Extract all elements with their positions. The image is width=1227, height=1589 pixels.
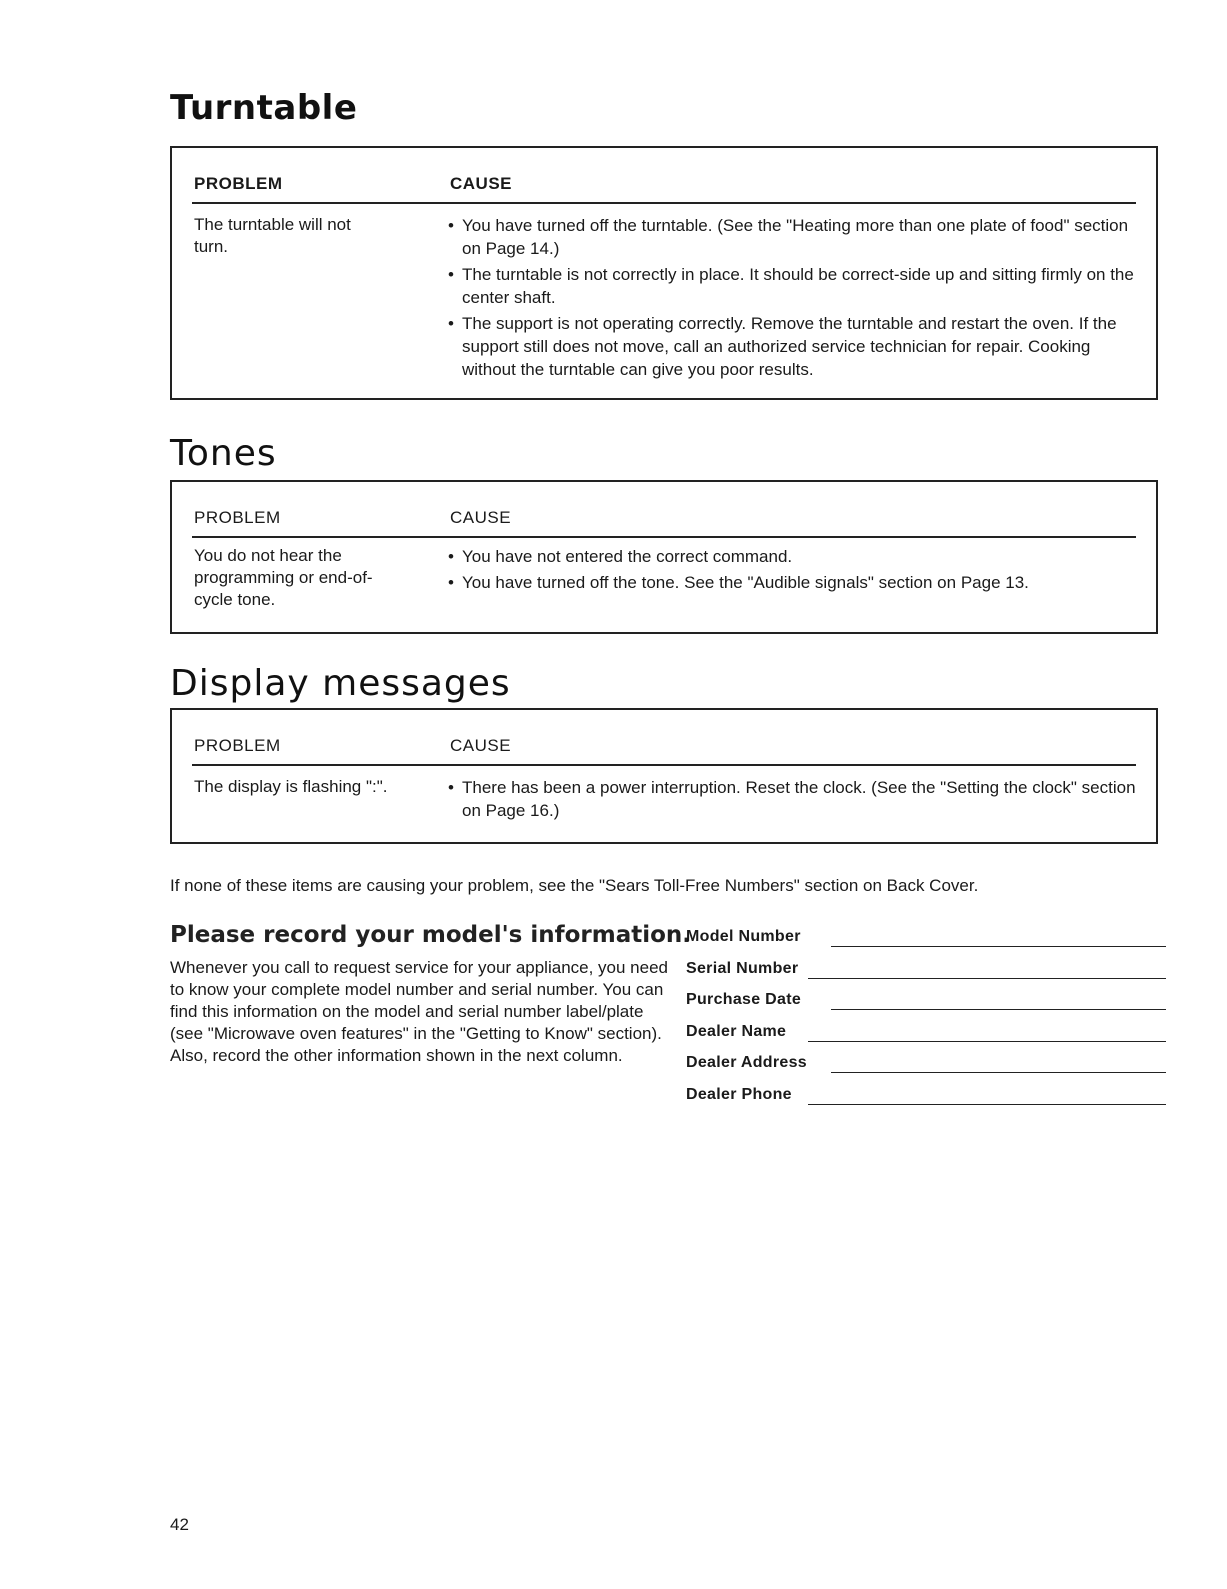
table-header	[192, 148, 1136, 204]
cause-item: • The support is not operating correctly. Remove the turntable and restart the oven. If the support still does not move, call an authorized service technician for repair. Cooking without the turntable can give you poor results.	[448, 314, 1117, 379]
bullet-icon: •	[448, 573, 454, 592]
cause-header: CAUSE	[450, 736, 512, 755]
cause-item: • You have turned off the turntable. (See the "Heating more than one plate of food" section on Page 14.)	[448, 216, 1129, 258]
cause-list	[448, 545, 1136, 597]
table-header	[192, 710, 1136, 766]
record-fields	[686, 928, 1166, 1118]
cause-item: • You have not entered the correct command.	[448, 547, 793, 566]
bullet-icon: •	[448, 216, 454, 235]
purchase-date-line[interactable]	[831, 1009, 1166, 1010]
bullet-icon: •	[448, 547, 454, 566]
field-dealer-address	[686, 1054, 1166, 1086]
field-purchase-date	[686, 991, 1166, 1023]
cause-item: • The turntable is not correctly in place. It should be correct-side up and sitting firmly on the center shaft.	[448, 265, 1134, 307]
section-title-display-messages: Display messages	[170, 663, 511, 704]
cause-item: • There has been a power interruption. Reset the clock. (See the "Setting the clock" section on Page 16.)	[448, 778, 1136, 820]
problem-text: You do not hear the programming or end-of-cycle tone.	[194, 546, 373, 609]
dealer-name-line[interactable]	[808, 1041, 1166, 1042]
footer-note: If none of these items are causing your problem, see the "Sears Toll-Free Numbers" section on Back Cover.	[170, 876, 979, 895]
cause-header: CAUSE	[450, 508, 512, 527]
cause-list	[448, 214, 1136, 384]
page-number: 42	[170, 1515, 189, 1534]
table-header	[192, 482, 1136, 538]
section-title-tones: Tones	[170, 433, 277, 474]
cause-item: • You have turned off the tone. See the "Audible signals" section on Page 13.	[448, 573, 1029, 592]
problem-header: PROBLEM	[194, 736, 281, 755]
field-label: Dealer Name	[686, 1022, 787, 1040]
serial-number-line[interactable]	[808, 978, 1166, 979]
display-messages-table	[170, 708, 1158, 844]
field-label: Model Number	[686, 928, 801, 945]
field-label: Serial Number	[686, 959, 799, 977]
problem-header: PROBLEM	[194, 508, 281, 527]
problem-header: PROBLEM	[194, 174, 283, 193]
problem-text: The display is flashing ":".	[194, 777, 388, 796]
section-title-turntable: Turntable	[170, 88, 358, 128]
bullet-icon: •	[448, 265, 454, 284]
field-label: Purchase Date	[686, 991, 802, 1009]
cause-list	[448, 776, 1136, 825]
model-number-line[interactable]	[831, 946, 1166, 947]
problem-text: The turntable will not turn.	[194, 215, 351, 256]
field-label: Dealer Phone	[686, 1085, 792, 1103]
field-serial-number	[686, 960, 1166, 992]
turntable-table	[170, 146, 1158, 400]
record-info-title: Please record your model's information.	[170, 922, 692, 948]
field-dealer-name	[686, 1023, 1166, 1055]
field-model-number	[686, 928, 1166, 960]
dealer-phone-line[interactable]	[808, 1104, 1166, 1105]
tones-table	[170, 480, 1158, 634]
bullet-icon: •	[448, 778, 454, 797]
bullet-icon: •	[448, 314, 454, 333]
field-dealer-phone	[686, 1086, 1166, 1118]
record-info-body: Whenever you call to request service for your appliance, you need to know your complete model number and serial number. You can find this information on the model and serial number label/plate (see "Microwave oven features" in the "Getting to Know" section). Also, record the other information shown in the next column.	[170, 958, 668, 1065]
cause-header: CAUSE	[450, 174, 513, 193]
field-label: Dealer Address	[686, 1054, 807, 1072]
dealer-address-line[interactable]	[831, 1072, 1166, 1073]
